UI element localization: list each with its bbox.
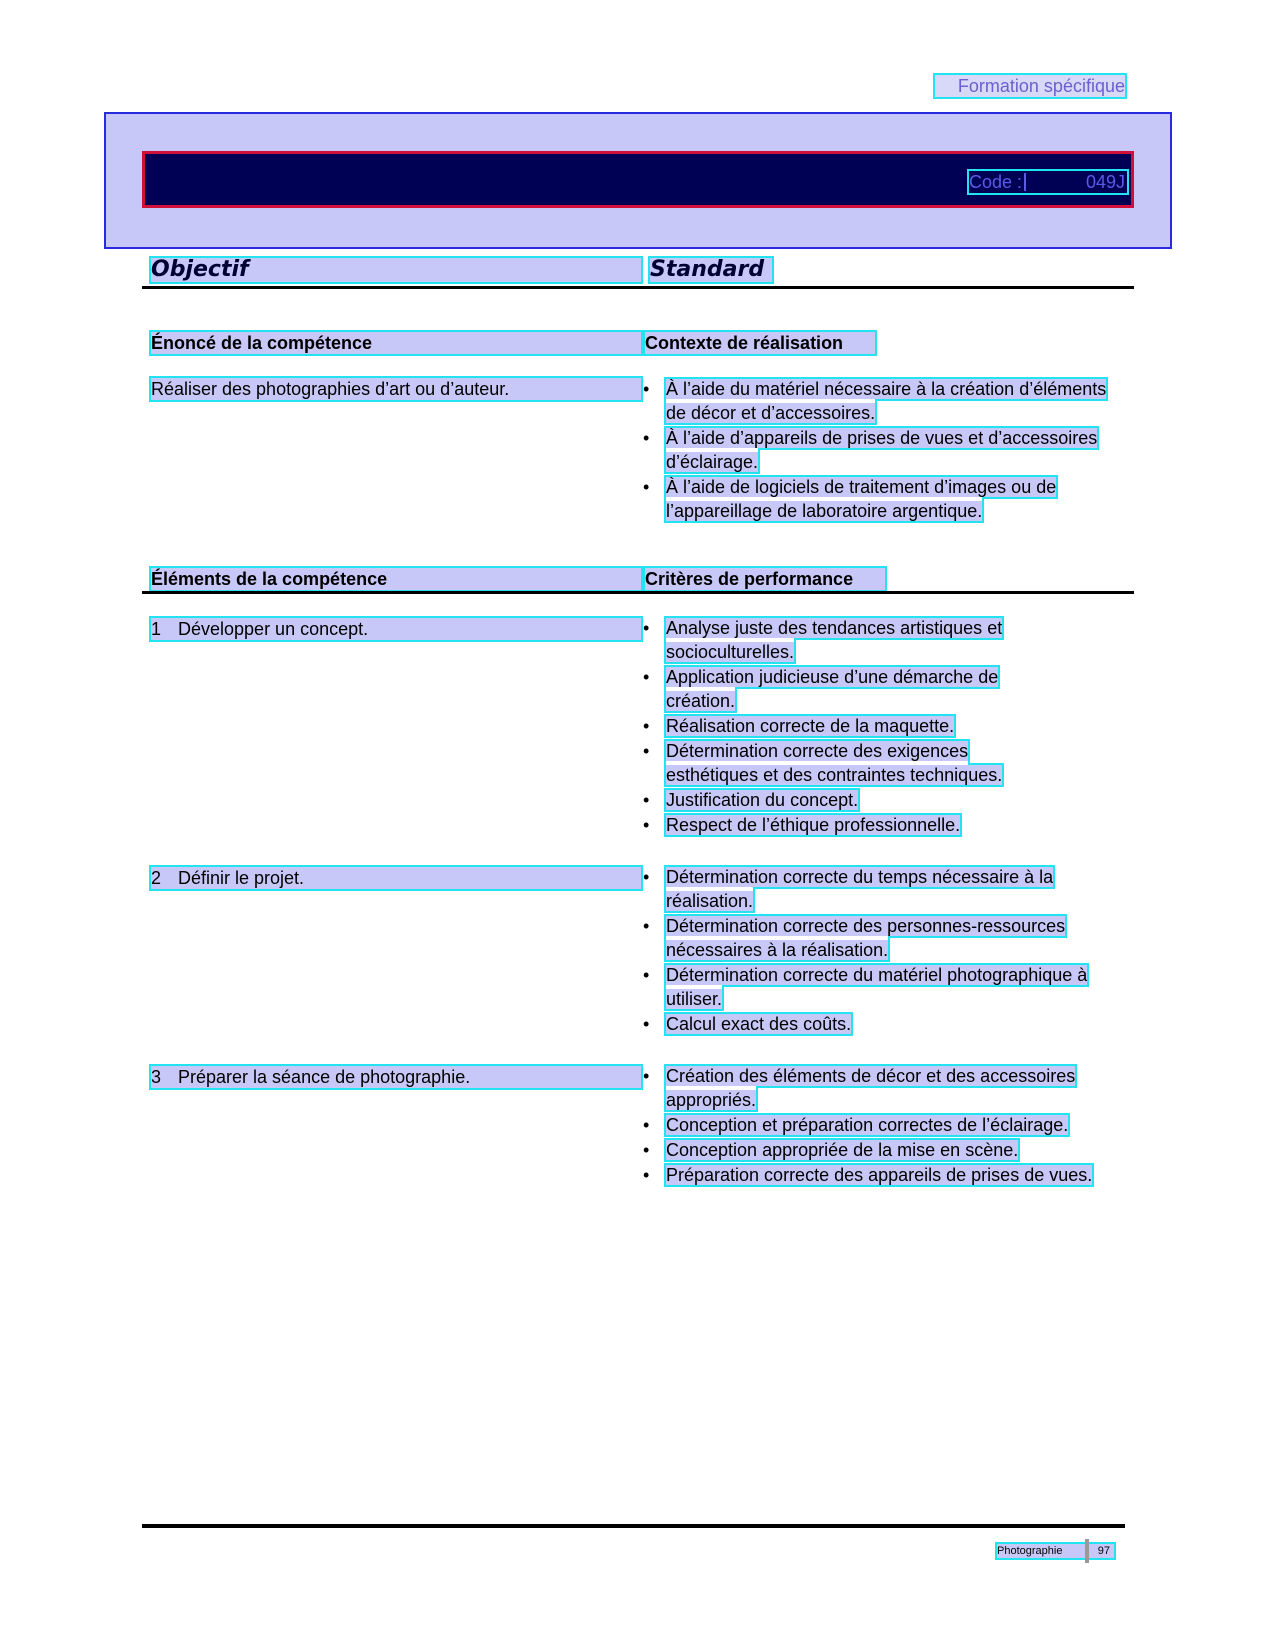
list-item: • Analyse juste des tendances artistiques et socioculturelles.: [643, 618, 1003, 662]
list-item: • À l’aide du matériel nécessaire à la création d’éléments de décor et d’accessoires.: [643, 379, 1107, 423]
statement-text: Réaliser des photographies d’art ou d’auteur.: [151, 378, 641, 400]
bullet-icon: •: [643, 741, 650, 761]
list-item: • À l’aide d’appareils de prises de vues et d’accessoires d’éclairage.: [643, 428, 1098, 472]
code-separator: [1024, 173, 1026, 191]
page-number: 97: [1097, 1545, 1110, 1557]
element-number: 3: [151, 1067, 162, 1087]
footer-program: Photographie: [997, 1545, 1063, 1557]
element-row: [151, 1066, 641, 1088]
criteria-list: [643, 616, 1063, 838]
bullet-icon: •: [643, 867, 650, 887]
element-row: [151, 867, 641, 889]
list-item: • Conception appropriée de la mise en scène.: [643, 1140, 1019, 1160]
code-value: 049J: [1085, 172, 1125, 192]
elements-divider: [142, 591, 1134, 594]
element-text: Définir le projet.: [178, 868, 305, 888]
code-label: Code :: [969, 172, 1023, 192]
bullet-icon: •: [643, 790, 650, 810]
criteria-label: Critères de performance: [645, 568, 885, 590]
element-text: Développer un concept.: [178, 619, 369, 639]
criteria-list: [643, 1064, 1103, 1188]
element-number: 1: [151, 619, 162, 639]
bullet-icon: •: [643, 916, 650, 936]
bullet-icon: •: [643, 716, 650, 736]
element-number: 2: [151, 868, 162, 888]
bullet-icon: •: [643, 667, 650, 687]
bullet-icon: •: [643, 1165, 650, 1185]
elements-label: Éléments de la compétence: [151, 568, 641, 590]
list-item: • Justification du concept.: [643, 790, 859, 810]
list-item: • Détermination correcte du temps nécessaire à la réalisation.: [643, 867, 1054, 911]
section-label: Formation spécifique: [935, 75, 1125, 97]
bullet-icon: •: [643, 1115, 650, 1135]
list-item: • À l’aide de logiciels de traitement d’images ou de l’appareillage de laboratoire argentique.: [643, 477, 1057, 521]
context-label: Contexte de réalisation: [645, 332, 875, 354]
bullet-icon: •: [643, 815, 650, 835]
standard-heading: Standard: [650, 258, 772, 282]
competency-code: [969, 171, 1127, 193]
heading-divider: [142, 286, 1134, 289]
bullet-icon: •: [643, 965, 650, 985]
footer-separator: [1085, 1539, 1089, 1563]
list-item: • Création des éléments de décor et des accessoires appropriés.: [643, 1066, 1076, 1110]
bullet-icon: •: [643, 618, 650, 638]
element-text: Préparer la séance de photographie.: [178, 1067, 471, 1087]
element-row: [151, 618, 641, 640]
criteria-list: [643, 865, 1123, 1037]
list-item: • Respect de l’éthique professionnelle.: [643, 815, 961, 835]
bullet-icon: •: [643, 1066, 650, 1086]
bullet-icon: •: [643, 1140, 650, 1160]
bullet-icon: •: [643, 379, 650, 399]
statement-label: Énoncé de la compétence: [151, 332, 641, 354]
footer-divider: [142, 1524, 1125, 1528]
list-item: • Conception et préparation correctes de l’éclairage.: [643, 1115, 1069, 1135]
list-item: • Détermination correcte du matériel photographique à utiliser.: [643, 965, 1088, 1009]
list-item: • Calcul exact des coûts.: [643, 1014, 852, 1034]
context-list: [643, 377, 1123, 524]
list-item: • Détermination correcte des exigences esthétiques et des contraintes techniques.: [643, 741, 1003, 785]
list-item: • Détermination correcte des personnes-ressources nécessaires à la réalisation.: [643, 916, 1066, 960]
bullet-icon: •: [643, 428, 650, 448]
bullet-icon: •: [643, 1014, 650, 1034]
page-footer: [997, 1544, 1114, 1558]
list-item: • Application judicieuse d’une démarche de création.: [643, 667, 999, 711]
list-item: • Préparation correcte des appareils de prises de vues.: [643, 1165, 1093, 1185]
objective-heading: Objectif: [151, 258, 641, 282]
bullet-icon: •: [643, 477, 650, 497]
list-item: • Réalisation correcte de la maquette.: [643, 716, 955, 736]
